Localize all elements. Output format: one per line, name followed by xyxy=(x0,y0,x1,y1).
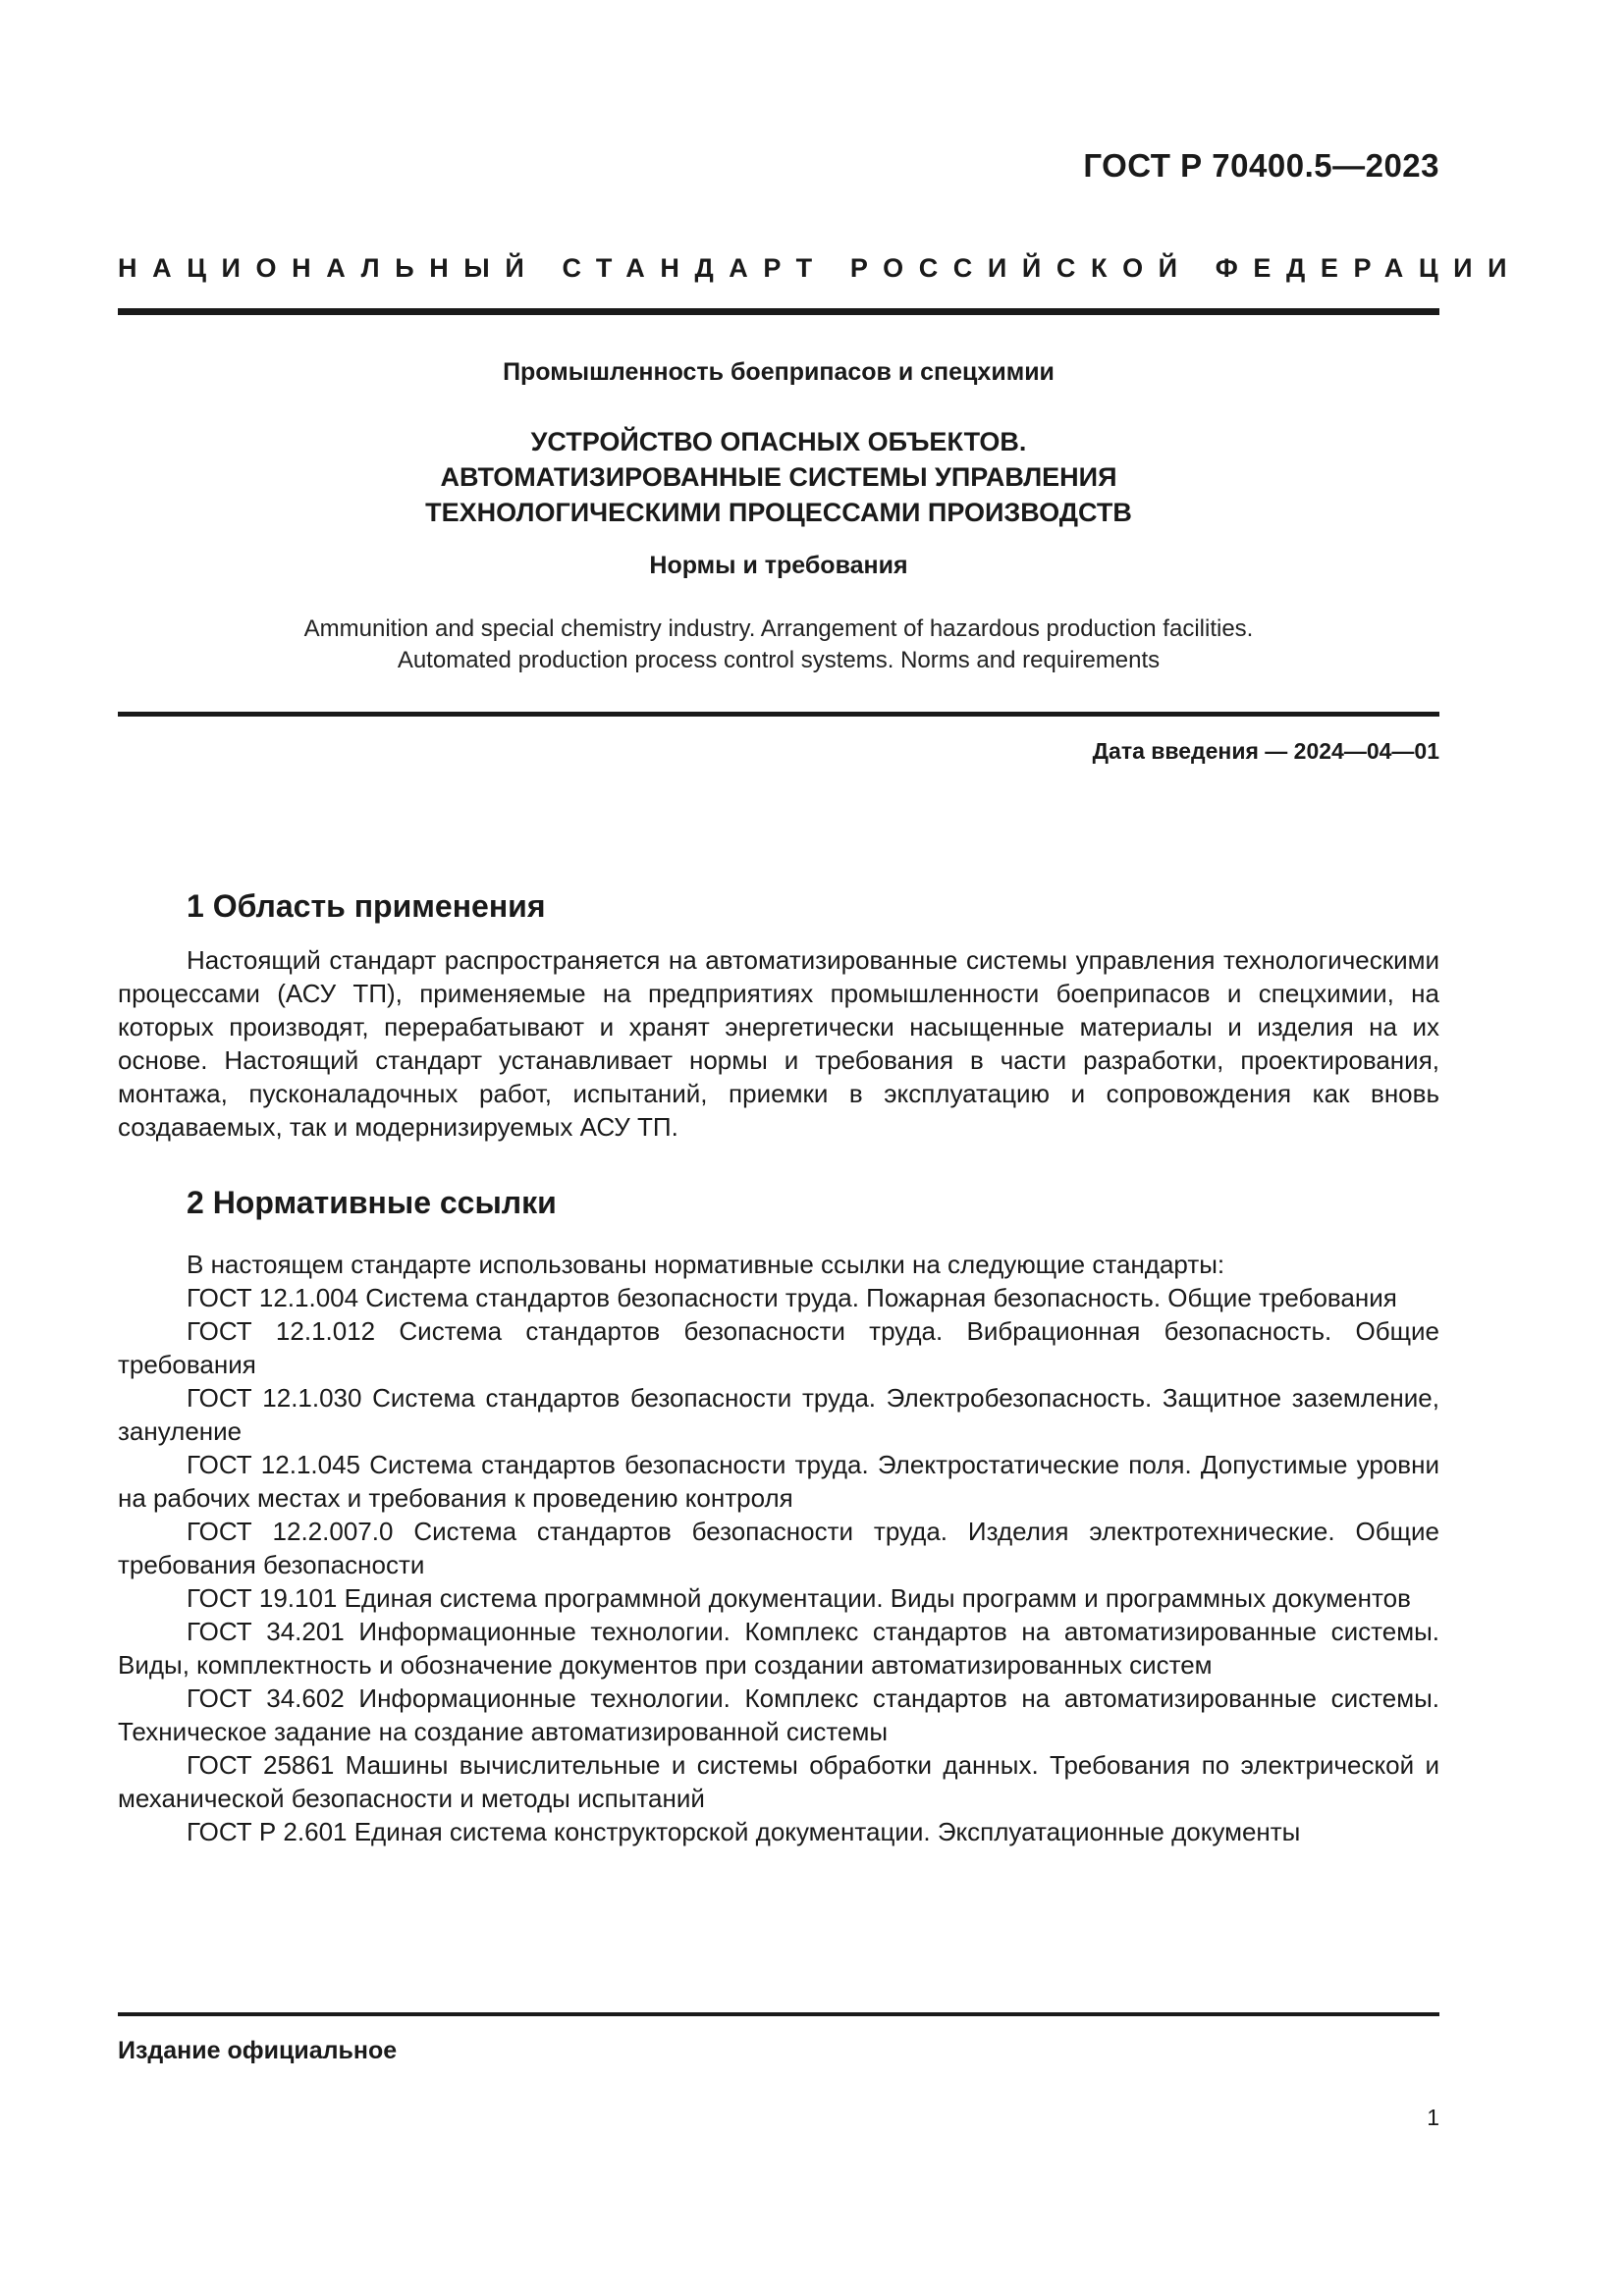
section-2-heading: 2 Нормативные ссылки xyxy=(187,1185,557,1220)
footer-rule xyxy=(118,2012,1439,2016)
english-title-line: Ammunition and special chemistry industry. Arrangement of hazardous production facilities. xyxy=(303,615,1254,642)
references-intro: В настоящем стандарте использованы нормативные ссылки на следующие стандарты: xyxy=(187,1250,1225,1279)
document-title xyxy=(118,424,1439,530)
standard-designation: ГОСТ Р 70400.5—2023 xyxy=(1083,147,1439,184)
document-subtitle: Нормы и требования xyxy=(649,552,908,579)
national-standard-banner: НАЦИОНАЛЬНЫЙ СТАНДАРТ РОССИЙСКОЙ ФЕДЕРАЦИИ xyxy=(118,253,1523,283)
reference-item: ГОСТ 12.1.012 Система стандартов безопасности труда. Вибрационная безопасность. Общие требования xyxy=(118,1316,1439,1379)
title-line: УСТРОЙСТВО ОПАСНЫХ ОБЪЕКТОВ. xyxy=(530,427,1027,456)
official-edition-label: Издание официальное xyxy=(118,2037,398,2064)
section-1-heading: 1 Область применения xyxy=(187,888,546,924)
industry-title: Промышленность боеприпасов и спецхимии xyxy=(503,358,1055,386)
english-title xyxy=(118,614,1439,676)
reference-item: ГОСТ 34.201 Информационные технологии. Комплекс стандартов на автоматизированные системы. Виды, комплектность и обозначение документов при создании автоматизированных систем xyxy=(118,1617,1439,1680)
reference-item: ГОСТ 19.101 Единая система программной документации. Виды программ и программных документов xyxy=(187,1583,1411,1613)
document-page xyxy=(118,0,1523,2296)
reference-item: ГОСТ 25861 Машины вычислительные и системы обработки данных. Требования по электрической и механической безопасности и методы испытаний xyxy=(118,1750,1439,1813)
title-line: ТЕХНОЛОГИЧЕСКИМИ ПРОЦЕССАМИ ПРОИЗВОДСТВ xyxy=(425,498,1132,527)
section-1-text: Настоящий стандарт распространяется на автоматизированные системы управления технологическими процессами (АСУ ТП), применяемые на предприятиях промышленности боеприпасов и спецхимии, на которых производят, перерабатывают и хранят энергетически насыщенные материалы и изделия на их основе. Настоящий стандарт устанавливает нормы и требования в части разработки, проектирования, монтажа, пусконаладочных работ, испытаний, приемки в эксплуатацию и сопровождения как вновь создаваемых, так и модернизируемых АСУ ТП. xyxy=(118,945,1439,1142)
top-rule xyxy=(118,308,1439,315)
reference-item: ГОСТ 12.1.045 Система стандартов безопасности труда. Электростатические поля. Допустимые уровни на рабочих местах и требования к проведению контроля xyxy=(118,1450,1439,1513)
reference-item: ГОСТ 34.602 Информационные технологии. Комплекс стандартов на автоматизированные системы. Техническое задание на создание автоматизированной системы xyxy=(118,1683,1439,1746)
title-line: АВТОМАТИЗИРОВАННЫЕ СИСТЕМЫ УПРАВЛЕНИЯ xyxy=(440,462,1117,492)
reference-item: ГОСТ Р 2.601 Единая система конструкторской документации. Эксплуатационные документы xyxy=(187,1817,1301,1846)
introduction-date: Дата введения — 2024—04—01 xyxy=(1092,738,1439,764)
english-title-line: Automated production process control systems. Norms and requirements xyxy=(397,647,1161,673)
reference-item: ГОСТ 12.2.007.0 Система стандартов безопасности труда. Изделия электротехнические. Общие требования безопасности xyxy=(118,1517,1439,1579)
page-number: 1 xyxy=(1427,2105,1439,2130)
normative-references-list xyxy=(118,1248,1439,1848)
reference-item: ГОСТ 12.1.030 Система стандартов безопасности труда. Электробезопасность. Защитное заземление, зануление xyxy=(118,1383,1439,1446)
reference-item: ГОСТ 12.1.004 Система стандартов безопасности труда. Пожарная безопасность. Общие требования xyxy=(187,1283,1397,1312)
title-rule xyxy=(118,712,1439,717)
